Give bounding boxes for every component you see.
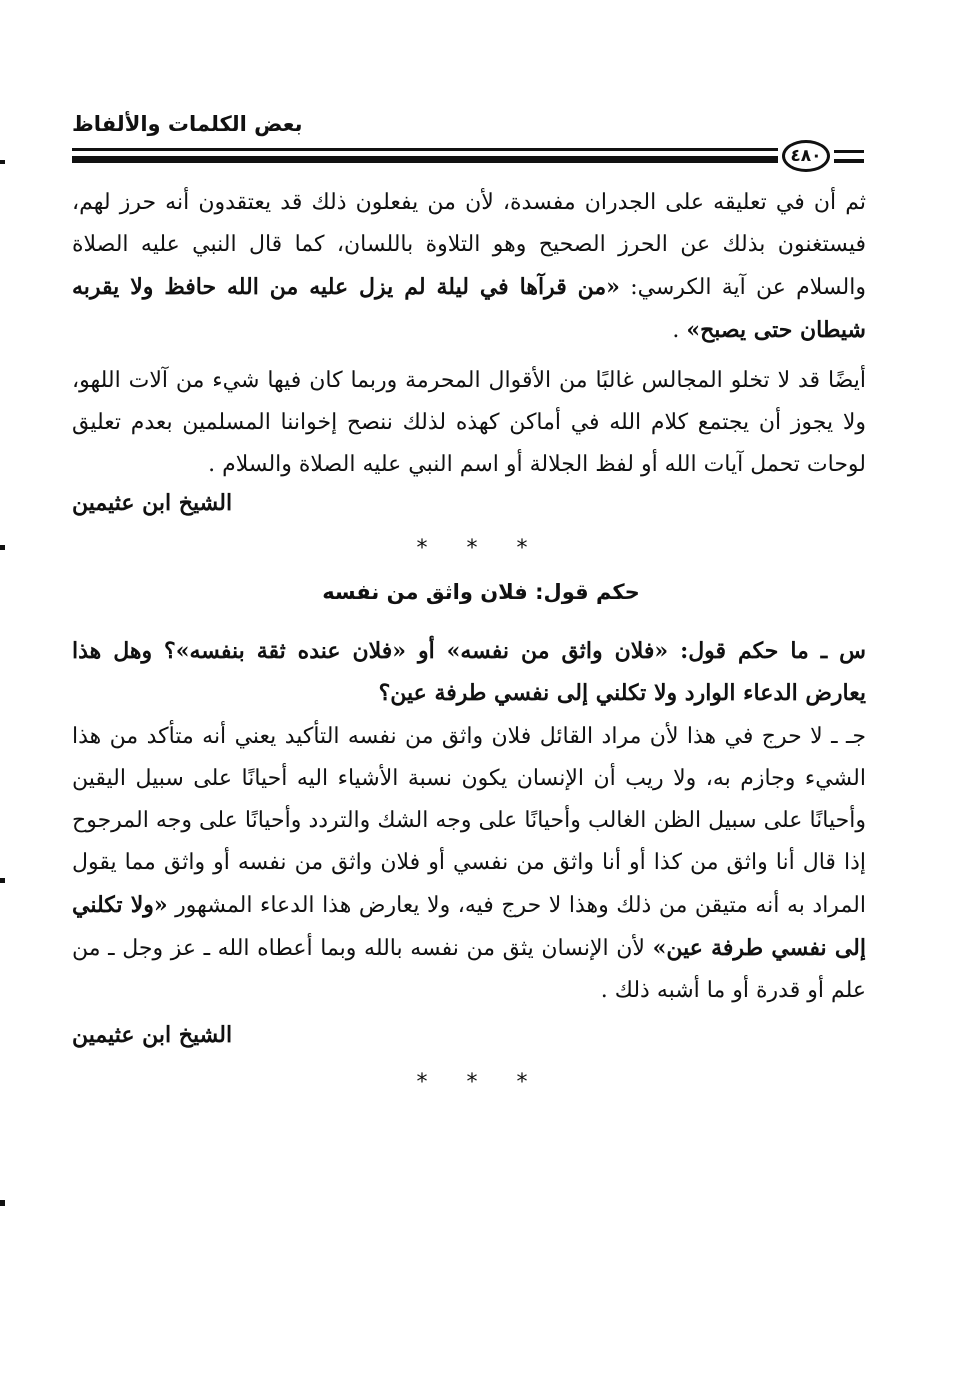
hadith-quote: «من قرآها في ليلة لم يزل عليه من الله حافظ ولا يقربه شيطان حتى يصبح»: [72, 274, 866, 343]
scan-edge-mark: [0, 545, 5, 550]
author-signature: الشيخ ابن عثيمين: [72, 1022, 233, 1048]
paragraph-gatherings: أيضًا قد لا تخلو المجالس غالبًا من الأقوال المحرمة وربما كان فيها شيء من آلات اللهو، ولا يجوز أن يجتمع كلام الله في أماكن كهذه لذلك ننصح إخواننا المسلمين بعدم تعليق لوحات تحمل آيات الله أو لفظ الجلالة أو اسم النبي عليه الصلاة والسلام .: [72, 368, 866, 477]
section-separator: * * *: [416, 1070, 544, 1095]
paragraph-curtains: [72, 182, 866, 352]
answer-text-end: لأن الإنسان يثق من نفسه بالله وبما أعطاه الله ـ عز وجل ـ من علم أو قدرة أو ما أشبه ذلك .: [72, 936, 866, 1003]
section-title: حكم قول: فلان واثق من نفسه: [322, 580, 640, 604]
author-signature: الشيخ ابن عثيمين: [72, 490, 233, 516]
page-number: ٤٨٠: [782, 140, 830, 172]
scan-edge-mark: [0, 878, 5, 883]
header-rule-thin: [72, 148, 778, 151]
running-header-title: بعض الكلمات والألفاظ: [72, 112, 303, 136]
header-rule-thick: [72, 156, 778, 163]
dua-quote: «ولا تكلني إلى نفسي طرفة عين»: [72, 892, 866, 961]
page-number-ornament-line: [834, 150, 864, 153]
question-text: س ـ ما حكم قول: «فلان واثق من نفسه» أو «فلان عنده ثقة بنفسه»؟ وهل هذا يعارض الدعاء الوارد ولا تكلني إلى نفسي طرفة عين؟: [72, 638, 866, 706]
answer-text-part: جـ ـ لا حرج في هذا لأن مراد القائل فلان واثق من نفسه التأكيد يعني أنه متأكد من هذا الشيء وجازم به، ولا ريب أن الإنسان يكون نسبة الأشياء اليه أحيانًا على سبيل اليقين وأحيانًا على سبيل الظن الغالب وأحيانًا على وجه الشك والتردد وأحيانًا على وجه المرجوح إذا قال أنا واثق من كذا أو أنا واثق من نفسي أو فلان واثق من نفسه أو واثق مما يقول المراد به أنه متيقن من ذلك وهذا لا حرج فيه، ولا يعارض هذا الدعاء المشهور: [72, 724, 866, 918]
paragraph-text: ثم أن في تعليقه على الجدران مفسدة، لأن من يفعلون ذلك قد يعتقدون أنه حرز لهم، فيستغنون بذلك عن الحرز الصحيح وهو التلاوة باللسان، كما قال النبي عليه الصلاة والسلام عن آية الكرسي:: [72, 190, 866, 300]
scan-edge-mark: [0, 160, 5, 164]
paragraph-text-end: .: [672, 318, 687, 343]
answer-text: [72, 716, 866, 1012]
page-number-ornament-line: [834, 159, 864, 163]
section-separator: * * *: [416, 536, 544, 561]
scan-edge-mark: [0, 1200, 5, 1206]
